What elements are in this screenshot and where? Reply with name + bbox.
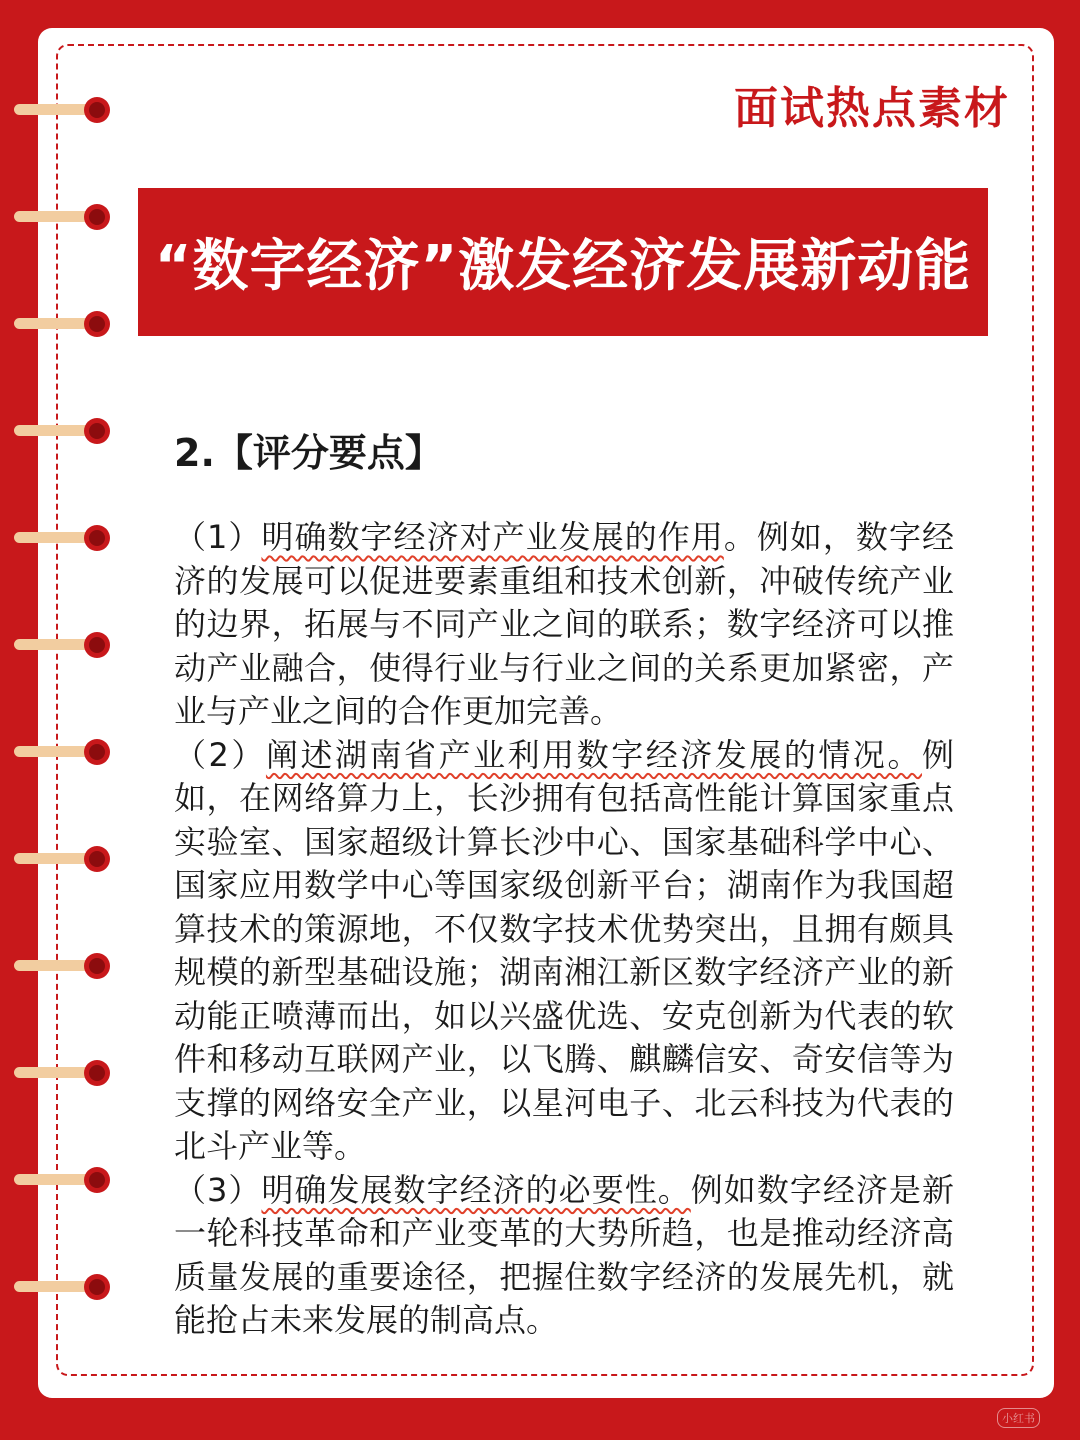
point-highlight: 阐述湖南省产业利用数字经济发展的情况。 <box>265 735 922 774</box>
section-title: 2.【评分要点】 <box>174 431 443 475</box>
point-prefix: （2） <box>174 735 266 774</box>
content-body <box>174 516 954 1343</box>
binder-ring-icon <box>14 95 110 125</box>
point-text: 例如数字经济是新一轮科技革命和产业变革的大势所趋，也是推动经济高质量发展的重要途径，把握住数字经济的发展先机，就能抢占未来发展的制高点。 <box>174 1170 954 1339</box>
binder-ring-icon <box>14 416 110 446</box>
binder-ring-icon <box>14 1058 110 1088</box>
scoring-point-2 <box>174 734 954 1169</box>
binder-ring-icon <box>14 844 110 874</box>
binder-ring-icon <box>14 951 110 981</box>
binder-ring-icon <box>14 202 110 232</box>
point-prefix: （1） <box>174 518 262 556</box>
title-banner <box>138 188 988 336</box>
scoring-point-1 <box>174 516 954 734</box>
point-highlight: 明确发展数字经济的必要性。 <box>261 1170 691 1209</box>
binder-ring-icon <box>14 1272 110 1302</box>
binder-ring-icon <box>14 737 110 767</box>
scoring-point-3 <box>174 1169 954 1343</box>
binder-ring-icon <box>14 630 110 660</box>
point-text: 。例如，数字经济的发展可以促进要素重组和技术创新，冲破传统产业的边界，拓展与不同产业之间的联系；数字经济可以推动产业融合，使得行业与行业之间的关系更加紧密，产业与产业之间的合作更加完善。 <box>174 518 954 730</box>
watermark-logo: 小红书 <box>997 1408 1040 1428</box>
binder-ring-icon <box>14 309 110 339</box>
binder-ring-icon <box>14 1165 110 1195</box>
point-highlight: 明确数字经济对产业发展的作用 <box>261 518 724 556</box>
binder-ring-icon <box>14 523 110 553</box>
point-text: 例如，在网络算力上，长沙拥有包括高性能计算国家重点实验室、国家超级计算长沙中心、国家基础科学中心、国家应用数学中心等国家级创新平台；湖南作为我国超算技术的策源地，不仅数字技术优势突出，且拥有颇具规模的新型基础设施；湖南湘江新区数字经济产业的新动能正喷薄而出，如以兴盛优选、安克创新为代表的软件和移动互联网产业，以飞腾、麒麟信安、奇安信等为支撑的网络安全产业，以星河电子、北云科技为代表的北斗产业等。 <box>174 735 954 1165</box>
banner-title: “数字经济”激发经济发展新动能 <box>154 234 972 299</box>
point-prefix: （3） <box>174 1170 262 1209</box>
category-tag: 面试热点素材 <box>734 83 1010 134</box>
